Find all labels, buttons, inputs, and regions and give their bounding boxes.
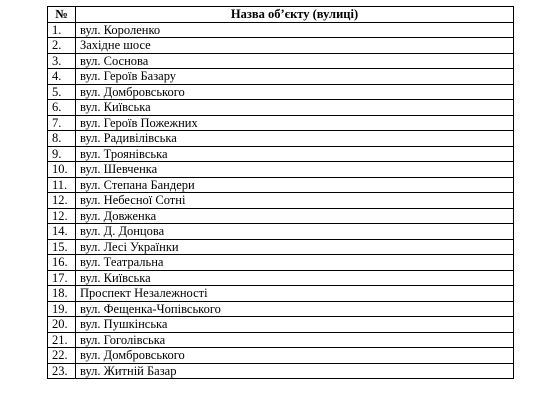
table-body — [48, 22, 514, 379]
table-row — [48, 177, 514, 193]
table-row — [48, 208, 514, 224]
street-name: Західне шосе — [76, 38, 514, 54]
street-name: вул. Героїв Пожежних — [76, 115, 514, 131]
row-number: 17. — [48, 270, 76, 286]
number-column-header: № — [48, 7, 76, 23]
row-number: 15. — [48, 239, 76, 255]
table-row — [48, 115, 514, 131]
street-name: вул. Короленко — [76, 22, 514, 38]
row-number: 8. — [48, 131, 76, 147]
row-number: 3. — [48, 53, 76, 69]
table-row — [48, 69, 514, 85]
street-name: вул. Театральна — [76, 255, 514, 271]
table-row — [48, 131, 514, 147]
table-header-row — [48, 7, 514, 23]
street-name: вул. Домбровського — [76, 84, 514, 100]
row-number: 7. — [48, 115, 76, 131]
table-row — [48, 38, 514, 54]
table-row — [48, 53, 514, 69]
street-name: вул. Київська — [76, 100, 514, 116]
table-row — [48, 146, 514, 162]
row-number: 9. — [48, 146, 76, 162]
table-row — [48, 301, 514, 317]
row-number: 6. — [48, 100, 76, 116]
table-row — [48, 255, 514, 271]
table-row — [48, 317, 514, 333]
row-number: 23. — [48, 363, 76, 379]
street-name: вул. Троянівська — [76, 146, 514, 162]
street-name: вул. Гоголівська — [76, 332, 514, 348]
street-name: вул. Степана Бандери — [76, 177, 514, 193]
row-number: 5. — [48, 84, 76, 100]
table-row — [48, 348, 514, 364]
row-number: 21. — [48, 332, 76, 348]
street-name: вул. Довженка — [76, 208, 514, 224]
row-number: 14. — [48, 224, 76, 240]
row-number: 12. — [48, 193, 76, 209]
row-number: 19. — [48, 301, 76, 317]
street-name: вул. Пушкінська — [76, 317, 514, 333]
name-column-header: Назва об’єкту (вулиці) — [76, 7, 514, 23]
row-number: 10. — [48, 162, 76, 178]
table-row — [48, 162, 514, 178]
street-name: вул. Лесі Українки — [76, 239, 514, 255]
row-number: 20. — [48, 317, 76, 333]
street-name: вул. Домбровського — [76, 348, 514, 364]
street-name: вул. Житній Базар — [76, 363, 514, 379]
street-name: вул. Радивілівська — [76, 131, 514, 147]
table-row — [48, 224, 514, 240]
table-row — [48, 84, 514, 100]
row-number: 2. — [48, 38, 76, 54]
table-row — [48, 100, 514, 116]
table-row — [48, 22, 514, 38]
table-row — [48, 193, 514, 209]
table-row — [48, 363, 514, 379]
row-number: 4. — [48, 69, 76, 85]
table-row — [48, 286, 514, 302]
streets-table — [47, 6, 514, 379]
row-number: 11. — [48, 177, 76, 193]
table-row — [48, 239, 514, 255]
row-number: 22. — [48, 348, 76, 364]
table-row — [48, 332, 514, 348]
table-row — [48, 270, 514, 286]
row-number: 16. — [48, 255, 76, 271]
row-number: 18. — [48, 286, 76, 302]
street-name: вул. Небесної Сотні — [76, 193, 514, 209]
street-name: Проспект Незалежності — [76, 286, 514, 302]
street-name: вул. Київська — [76, 270, 514, 286]
street-name: вул. Фещенка-Чопівського — [76, 301, 514, 317]
street-name: вул. Шевченка — [76, 162, 514, 178]
street-name: вул. Д. Донцова — [76, 224, 514, 240]
row-number: 1. — [48, 22, 76, 38]
street-name: вул. Героїв Базару — [76, 69, 514, 85]
row-number: 12. — [48, 208, 76, 224]
street-name: вул. Соснова — [76, 53, 514, 69]
